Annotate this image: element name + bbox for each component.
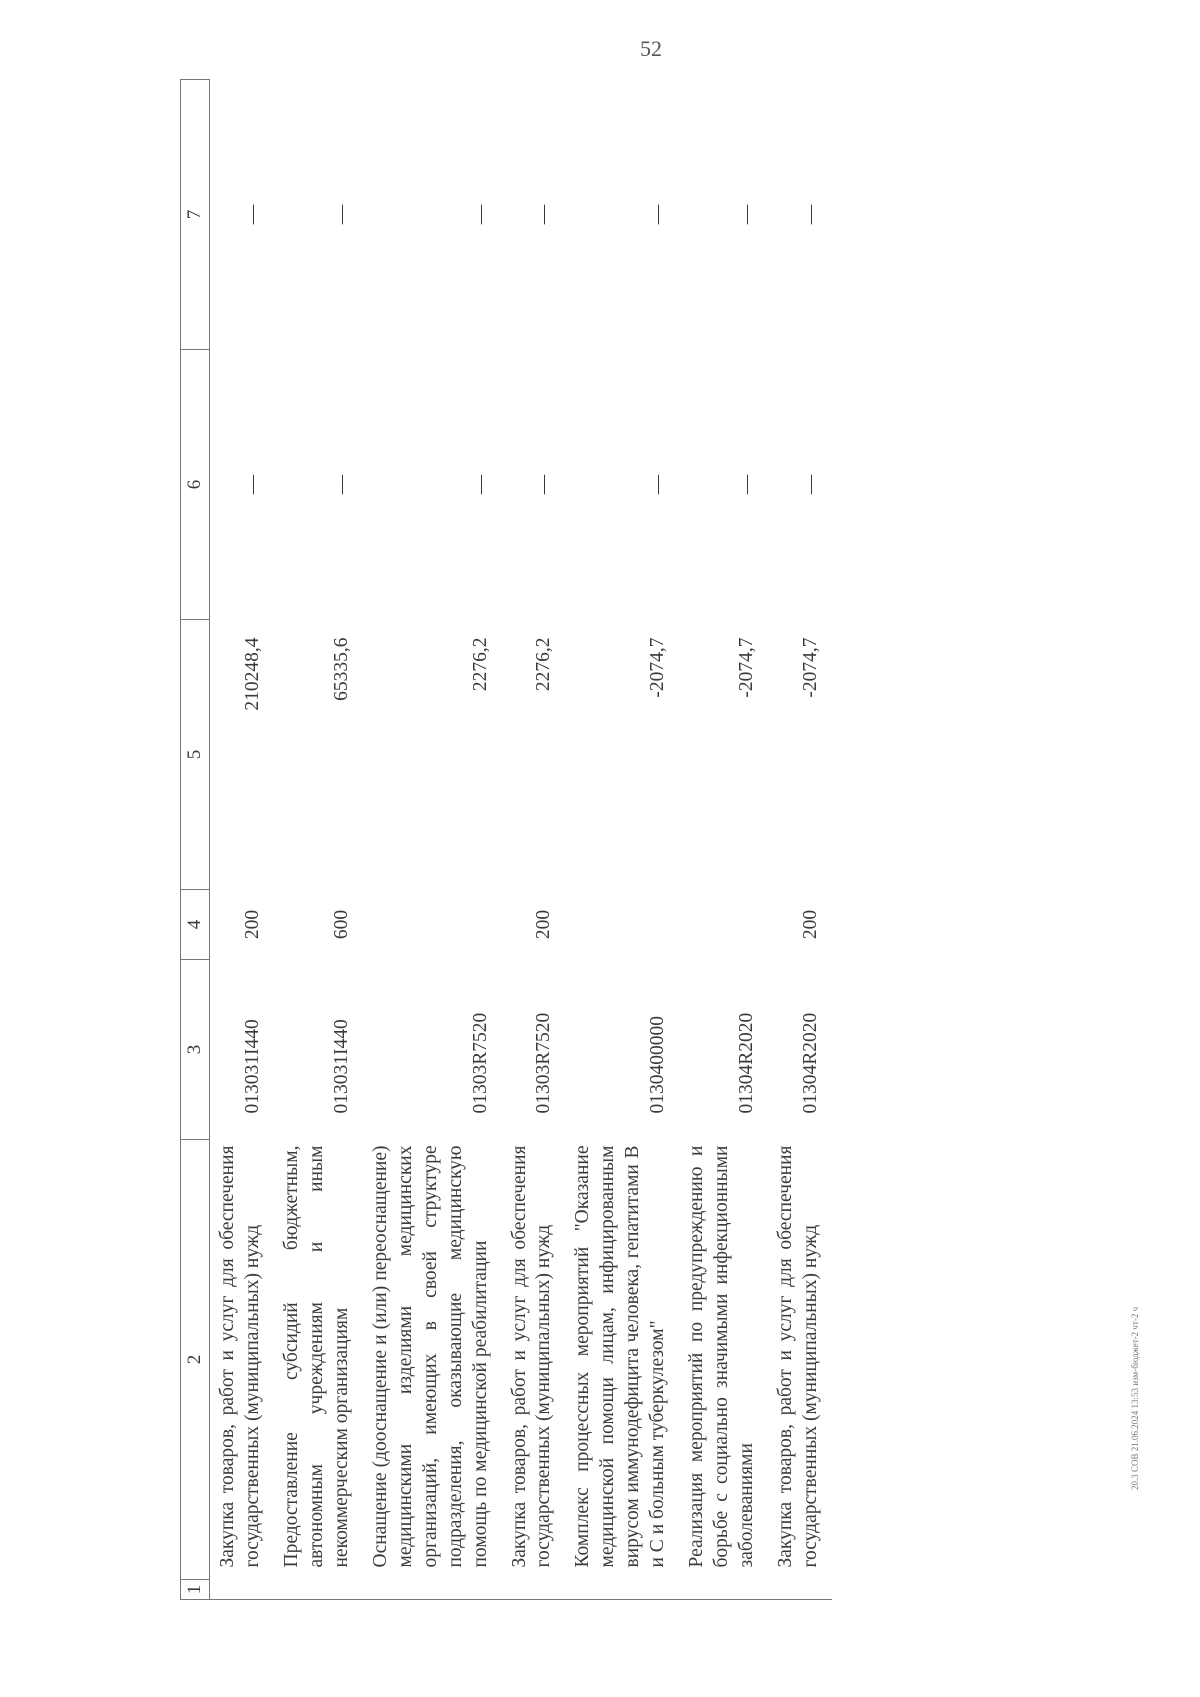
row-type-cell bbox=[363, 890, 502, 960]
row-col7-cell: — bbox=[533, 204, 555, 225]
row-col7-cell: — bbox=[469, 204, 491, 225]
row-amount-cell: 65335,6 bbox=[330, 637, 352, 701]
table-header-row bbox=[181, 80, 210, 1600]
table-row bbox=[363, 80, 502, 1600]
row-col6-cell: — bbox=[533, 474, 555, 495]
header-cell: 6 bbox=[181, 350, 210, 620]
row-col7-cell: — bbox=[330, 204, 352, 225]
row-code-cell: 01304R2020 bbox=[736, 1012, 758, 1114]
table-row bbox=[210, 80, 274, 1600]
table-row bbox=[274, 80, 363, 1600]
header-cell: 4 bbox=[181, 890, 210, 960]
row-type-cell: 200 bbox=[800, 909, 822, 940]
header-cell: 1 bbox=[181, 1580, 210, 1600]
row-spacer-cell bbox=[363, 1580, 502, 1600]
table-row bbox=[768, 80, 832, 1600]
row-amount-cell: -2074,7 bbox=[647, 637, 669, 698]
row-col6-cell: — bbox=[800, 474, 822, 495]
row-name-cell: Закупка товаров, работ и услуг для обеспечения государственных (муниципальных) нужд bbox=[775, 1145, 822, 1568]
row-spacer-cell bbox=[274, 1580, 363, 1600]
page-number: 52 bbox=[640, 36, 662, 61]
header-cell: 2 bbox=[181, 1140, 210, 1580]
footer-code: 20.3 СОВ 21.06.2024 13:53 изм-бюджет-2 чт-2 ч bbox=[1130, 1306, 1140, 1490]
header-cell: 7 bbox=[181, 80, 210, 350]
table-row bbox=[502, 80, 566, 1600]
row-spacer-cell bbox=[565, 1580, 679, 1600]
row-amount-cell: 210248,4 bbox=[241, 637, 263, 711]
row-amount-cell: -2074,7 bbox=[736, 637, 758, 698]
row-col7-cell: — bbox=[647, 204, 669, 225]
header-cell: 3 bbox=[181, 960, 210, 1140]
row-type-cell bbox=[679, 890, 768, 960]
row-col7-cell: — bbox=[736, 204, 758, 225]
row-code-cell: 01303R7520 bbox=[533, 1012, 555, 1114]
row-name-cell: Закупка товаров, работ и услуг для обеспечения государственных (муниципальных) нужд bbox=[217, 1145, 263, 1568]
row-name-cell: Закупка товаров, работ и услуг для обеспечения государственных (муниципальных) нужд bbox=[508, 1145, 555, 1568]
row-type-cell bbox=[565, 890, 679, 960]
row-code-cell: 013031I440 bbox=[241, 1019, 263, 1114]
row-name-cell: Реализация мероприятий по предупреждению и борьбе с социально значимыми инфекционными заболеваниями bbox=[686, 1145, 758, 1568]
row-spacer-cell bbox=[210, 1580, 274, 1600]
row-name-cell: Предоставление субсидий бюджетным, автономным учреждениям и иным некоммерческим организациям bbox=[280, 1145, 352, 1568]
row-spacer-cell bbox=[679, 1580, 768, 1600]
row-code-cell: 013031I440 bbox=[330, 1019, 352, 1114]
table-body bbox=[210, 80, 833, 1600]
row-code-cell: 01304R2020 bbox=[800, 1012, 822, 1114]
budget-table bbox=[180, 80, 1060, 1600]
row-type-cell: 200 bbox=[533, 909, 555, 940]
row-amount-cell: -2074,7 bbox=[800, 637, 822, 698]
row-col7-cell: — bbox=[800, 204, 822, 225]
row-col6-cell: — bbox=[469, 474, 491, 495]
table-row bbox=[679, 80, 768, 1600]
row-code-cell: 01303R7520 bbox=[469, 1012, 491, 1114]
row-type-cell: 600 bbox=[330, 909, 352, 940]
row-code-cell: 0130400000 bbox=[647, 1016, 669, 1114]
row-col7-cell: — bbox=[241, 204, 263, 225]
header-cell: 5 bbox=[181, 620, 210, 890]
row-spacer-cell bbox=[768, 1580, 832, 1600]
row-name-cell: Оснащение (дооснащение и (или) переоснащение) медицинскими изделиями медицинских организаций, имеющих в своей структуре подразделения, оказывающие медицинскую помощь по медицинской реабилитации bbox=[369, 1145, 491, 1568]
row-col6-cell: — bbox=[330, 474, 352, 495]
row-col6-cell: — bbox=[647, 474, 669, 495]
row-amount-cell: 2276,2 bbox=[469, 637, 491, 692]
row-amount-cell: 2276,2 bbox=[533, 637, 555, 692]
row-spacer-cell bbox=[502, 1580, 566, 1600]
budget-table-grid bbox=[180, 79, 832, 1600]
row-name-cell: Комплекс процессных мероприятий "Оказание медицинской помощи лицам, инфицированным вирусом иммунодефицита человека, гепатитами B и C и больным туберкулезом" bbox=[572, 1145, 669, 1568]
row-type-cell: 200 bbox=[241, 909, 263, 940]
row-col6-cell: — bbox=[736, 474, 758, 495]
table-row bbox=[565, 80, 679, 1600]
row-col6-cell: — bbox=[241, 474, 263, 495]
